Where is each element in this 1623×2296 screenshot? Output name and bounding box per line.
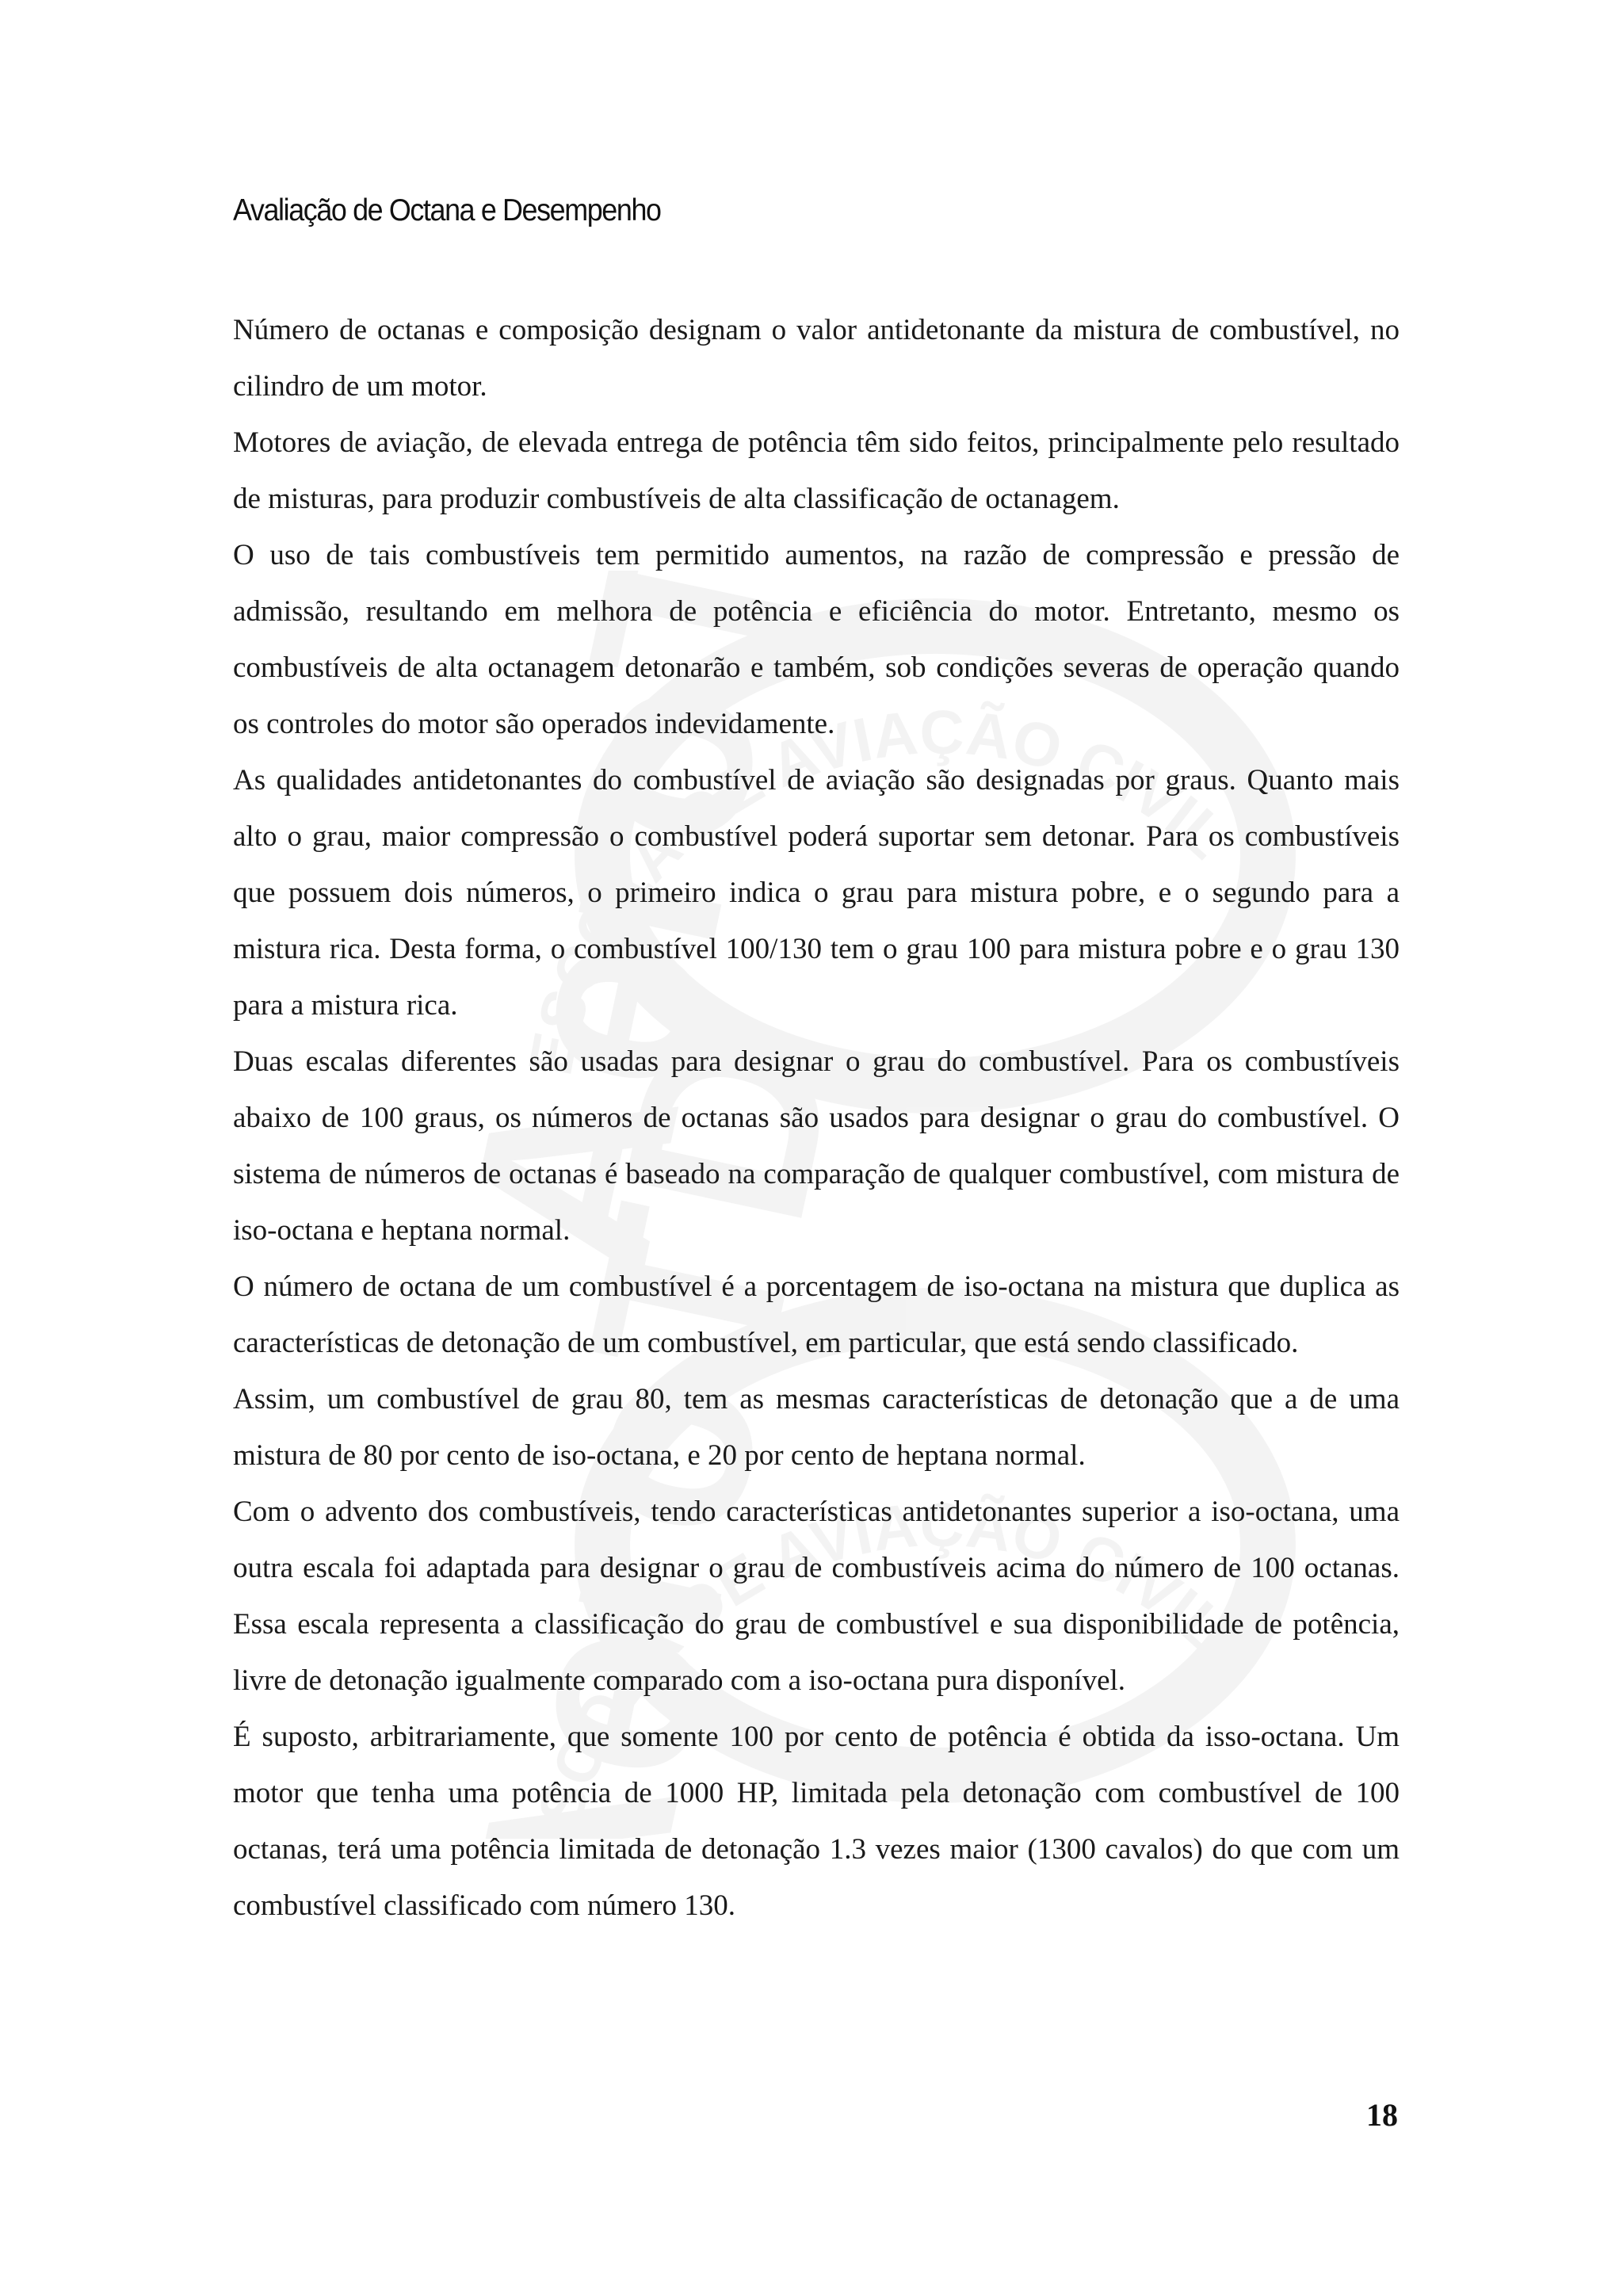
section-heading: Avaliação de Octana e Desempenho <box>233 193 661 227</box>
paragraph: É suposto, arbitrariamente, que somente 100 por cento de potência é obtida da isso-octana. Um motor que tenha uma potência de 1000 HP, limitada pela detonação com combustível de 100 octanas, terá uma potência limitada de detonação 1.3 vezes maior (1300 cavalos) do que com um combustível classificado com número 130. <box>233 1721 1400 1922</box>
paragraph: Número de octanas e composição designam o valor antidetonante da mistura de combustível, no cilindro de um motor. <box>233 314 1400 403</box>
paragraph: As qualidades antidetonantes do combustível de aviação são designadas por graus. Quanto mais alto o grau, maior compressão o combustível poderá suportar sem detonar. Para os combustíveis que possuem dois números, o primeiro indica o grau para mistura pobre, e o segundo para a mistura rica. Desta forma, o combustível 100/130 tem o grau 100 para mistura pobre e o grau 130 para a mistura rica. <box>233 764 1400 1022</box>
paragraph: Motores de aviação, de elevada entrega de potência têm sido feitos, principalmente pelo resultado de misturas, para produzir combustíveis de alta classificação de octanagem. <box>233 426 1400 515</box>
paragraph: O uso de tais combustíveis tem permitido aumentos, na razão de compressão e pressão de admissão, resultando em melhora de potência e eficiência do motor. Entretanto, mesmo os combustíveis de alta octanagem detonarão e também, sob condições severas de operação quando os controles do motor são operados indevidamente. <box>233 539 1400 740</box>
paragraph: Duas escalas diferentes são usadas para designar o grau do combustível. Para os combustíveis abaixo de 100 graus, os números de octanas são usados para designar o grau do combustível. O sistema de números de octanas é baseado na comparação de qualquer combustível, com mistura de iso-octana e heptana normal. <box>233 1045 1400 1247</box>
paragraph: O número de octana de um combustível é a porcentagem de iso-octana na mistura que duplica as características de detonação de um combustível, em particular, que está sendo classificado. <box>233 1270 1400 1359</box>
paragraph: Com o advento dos combustíveis, tendo características antidetonantes superior a iso-octana, uma outra escala foi adaptada para designar o grau de combustíveis acima do número de 100 octanas. Essa escala representa a classificação do grau de combustível e sua disponibilidade de potência, livre de detonação igualmente comparado com a iso-octana pura disponível. <box>233 1496 1400 1697</box>
body-text <box>233 302 1400 1934</box>
page-number: 18 <box>1366 2097 1398 2133</box>
paragraph: Assim, um combustível de grau 80, tem as mesmas características de detonação que a de uma mistura de 80 por cento de iso-octana, e 20 por cento de heptana normal. <box>233 1383 1400 1472</box>
